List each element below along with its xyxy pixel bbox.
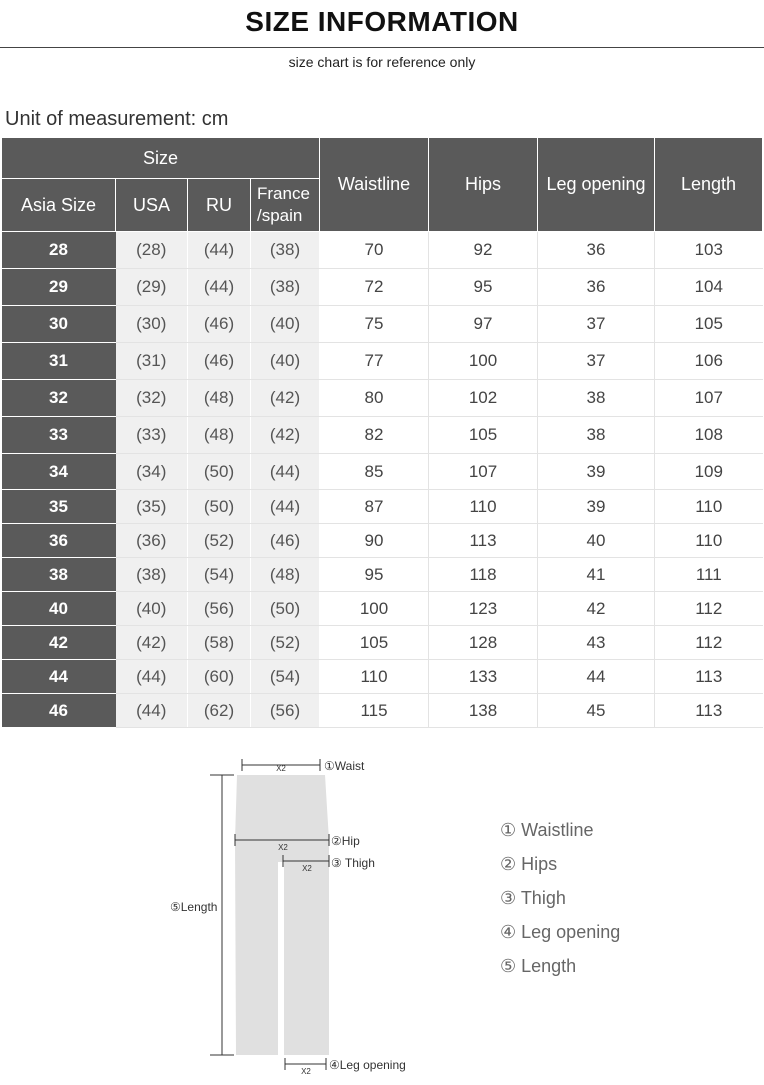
hip-x2-label: X2 xyxy=(278,843,288,852)
usa-cell: (31) xyxy=(116,343,188,380)
hips-cell: 128 xyxy=(429,626,538,660)
hips-header: Hips xyxy=(429,138,538,232)
asia-size-cell: 28 xyxy=(2,232,116,269)
page-title: SIZE INFORMATION xyxy=(245,6,519,37)
legend-length: ⑤ Length xyxy=(500,956,577,976)
france-spain-cell: (38) xyxy=(251,269,320,306)
size-table xyxy=(1,137,763,728)
table-row xyxy=(2,454,763,490)
leg-opening-cell: 38 xyxy=(538,417,655,454)
length-cell: 109 xyxy=(655,454,763,490)
ru-cell: (62) xyxy=(188,694,251,728)
measurement-legend xyxy=(500,818,620,988)
asia-size-cell: 33 xyxy=(2,417,116,454)
hips-cell: 133 xyxy=(429,660,538,694)
table-row xyxy=(2,269,763,306)
length-cell: 110 xyxy=(655,490,763,524)
table-row xyxy=(2,232,763,269)
leg-opening-x2-label: X2 xyxy=(301,1067,311,1076)
asia-size-cell: 35 xyxy=(2,490,116,524)
asia-size-cell: 46 xyxy=(2,694,116,728)
france-spain-cell: (38) xyxy=(251,232,320,269)
ru-cell: (50) xyxy=(188,454,251,490)
france-spain-cell: (42) xyxy=(251,380,320,417)
waistline-cell: 110 xyxy=(320,660,429,694)
waistline-cell: 87 xyxy=(320,490,429,524)
waistline-cell: 100 xyxy=(320,592,429,626)
length-cell: 107 xyxy=(655,380,763,417)
waistline-header: Waistline xyxy=(320,138,429,232)
ru-cell: (48) xyxy=(188,417,251,454)
table-row xyxy=(2,626,763,660)
usa-cell: (40) xyxy=(116,592,188,626)
ru-cell: (50) xyxy=(188,490,251,524)
length-cell: 104 xyxy=(655,269,763,306)
asia-size-cell: 30 xyxy=(2,306,116,343)
usa-cell: (32) xyxy=(116,380,188,417)
leg-opening-cell: 36 xyxy=(538,269,655,306)
hips-cell: 95 xyxy=(429,269,538,306)
leg-opening-cell: 38 xyxy=(538,380,655,417)
ru-cell: (58) xyxy=(188,626,251,660)
hips-cell: 105 xyxy=(429,417,538,454)
ru-cell: (52) xyxy=(188,524,251,558)
table-row xyxy=(2,592,763,626)
france-spain-cell: (44) xyxy=(251,490,320,524)
asia-size-cell: 36 xyxy=(2,524,116,558)
spain-label: /spain xyxy=(257,206,303,225)
pants-silhouette xyxy=(235,775,329,1055)
hips-cell: 107 xyxy=(429,454,538,490)
waistline-cell: 77 xyxy=(320,343,429,380)
ru-cell: (44) xyxy=(188,232,251,269)
table-row xyxy=(2,380,763,417)
waistline-cell: 90 xyxy=(320,524,429,558)
usa-cell: (28) xyxy=(116,232,188,269)
usa-cell: (33) xyxy=(116,417,188,454)
table-row xyxy=(2,524,763,558)
length-header: Length xyxy=(655,138,763,232)
france-spain-header xyxy=(251,179,320,232)
waistline-cell: 95 xyxy=(320,558,429,592)
hips-cell: 118 xyxy=(429,558,538,592)
length-cell: 113 xyxy=(655,694,763,728)
leg-opening-cell: 43 xyxy=(538,626,655,660)
waistline-cell: 70 xyxy=(320,232,429,269)
length-cell: 103 xyxy=(655,232,763,269)
asia-size-cell: 42 xyxy=(2,626,116,660)
ru-cell: (44) xyxy=(188,269,251,306)
france-spain-cell: (56) xyxy=(251,694,320,728)
hips-cell: 123 xyxy=(429,592,538,626)
page-subtitle: size chart is for reference only xyxy=(288,54,476,70)
leg-opening-cell: 39 xyxy=(538,490,655,524)
waistline-cell: 75 xyxy=(320,306,429,343)
legend-leg-opening: ④ Leg opening xyxy=(500,922,621,942)
ru-cell: (46) xyxy=(188,343,251,380)
length-cell: 112 xyxy=(655,592,763,626)
leg-opening-header: Leg opening xyxy=(538,138,655,232)
length-cell: 106 xyxy=(655,343,763,380)
ru-cell: (48) xyxy=(188,380,251,417)
waist-x2-label: X2 xyxy=(276,764,286,773)
leg-opening-cell: 41 xyxy=(538,558,655,592)
waist-label: ①Waist xyxy=(324,759,365,773)
title-divider xyxy=(0,47,764,48)
length-cell: 111 xyxy=(655,558,763,592)
asia-size-cell: 38 xyxy=(2,558,116,592)
table-row xyxy=(2,306,763,343)
asia-size-cell: 40 xyxy=(2,592,116,626)
ru-cell: (46) xyxy=(188,306,251,343)
ru-header: RU xyxy=(188,179,251,232)
length-measure-line xyxy=(210,775,234,1055)
waistline-cell: 72 xyxy=(320,269,429,306)
usa-cell: (44) xyxy=(116,660,188,694)
table-row xyxy=(2,343,763,380)
usa-cell: (34) xyxy=(116,454,188,490)
hips-cell: 97 xyxy=(429,306,538,343)
pants-diagram xyxy=(0,740,764,1085)
usa-cell: (29) xyxy=(116,269,188,306)
ru-cell: (60) xyxy=(188,660,251,694)
table-row xyxy=(2,558,763,592)
leg-opening-cell: 39 xyxy=(538,454,655,490)
hips-cell: 92 xyxy=(429,232,538,269)
leg-opening-label: ④Leg opening xyxy=(329,1058,406,1072)
table-row xyxy=(2,694,763,728)
hips-cell: 100 xyxy=(429,343,538,380)
table-row xyxy=(2,660,763,694)
ru-cell: (54) xyxy=(188,558,251,592)
usa-cell: (36) xyxy=(116,524,188,558)
hips-cell: 138 xyxy=(429,694,538,728)
france-spain-cell: (40) xyxy=(251,306,320,343)
ru-cell: (56) xyxy=(188,592,251,626)
length-cell: 105 xyxy=(655,306,763,343)
thigh-label: ③ Thigh xyxy=(331,856,375,870)
length-cell: 110 xyxy=(655,524,763,558)
legend-hips: ② Hips xyxy=(500,854,558,874)
asia-size-cell: 32 xyxy=(2,380,116,417)
legend-thigh: ③ Thigh xyxy=(500,888,566,908)
france-spain-cell: (42) xyxy=(251,417,320,454)
asia-size-cell: 44 xyxy=(2,660,116,694)
france-label: France xyxy=(257,184,310,203)
hip-label: ②Hip xyxy=(331,834,360,848)
unit-label: Unit of measurement: cm xyxy=(5,108,229,130)
table-row xyxy=(2,417,763,454)
usa-cell: (35) xyxy=(116,490,188,524)
hips-cell: 102 xyxy=(429,380,538,417)
asia-size-cell: 31 xyxy=(2,343,116,380)
france-spain-cell: (44) xyxy=(251,454,320,490)
hips-cell: 110 xyxy=(429,490,538,524)
france-spain-cell: (48) xyxy=(251,558,320,592)
table-row xyxy=(2,490,763,524)
waistline-cell: 82 xyxy=(320,417,429,454)
length-cell: 112 xyxy=(655,626,763,660)
france-spain-cell: (50) xyxy=(251,592,320,626)
asia-size-header: Asia Size xyxy=(2,179,116,232)
leg-opening-cell: 37 xyxy=(538,306,655,343)
legend-waistline: ① Waistline xyxy=(500,820,594,840)
usa-cell: (30) xyxy=(116,306,188,343)
leg-opening-cell: 44 xyxy=(538,660,655,694)
leg-opening-cell: 36 xyxy=(538,232,655,269)
hips-cell: 113 xyxy=(429,524,538,558)
france-spain-cell: (54) xyxy=(251,660,320,694)
size-group-header: Size xyxy=(2,138,320,179)
leg-opening-cell: 45 xyxy=(538,694,655,728)
france-spain-cell: (40) xyxy=(251,343,320,380)
waistline-cell: 85 xyxy=(320,454,429,490)
leg-opening-cell: 40 xyxy=(538,524,655,558)
usa-header: USA xyxy=(116,179,188,232)
size-table-body xyxy=(2,232,763,728)
waistline-cell: 105 xyxy=(320,626,429,660)
france-spain-cell: (46) xyxy=(251,524,320,558)
usa-cell: (44) xyxy=(116,694,188,728)
usa-cell: (42) xyxy=(116,626,188,660)
waistline-cell: 115 xyxy=(320,694,429,728)
france-spain-cell: (52) xyxy=(251,626,320,660)
leg-opening-cell: 37 xyxy=(538,343,655,380)
thigh-x2-label: X2 xyxy=(302,864,312,873)
asia-size-cell: 29 xyxy=(2,269,116,306)
length-label: ⑤Length xyxy=(170,900,218,914)
length-cell: 113 xyxy=(655,660,763,694)
usa-cell: (38) xyxy=(116,558,188,592)
leg-opening-cell: 42 xyxy=(538,592,655,626)
waistline-cell: 80 xyxy=(320,380,429,417)
asia-size-cell: 34 xyxy=(2,454,116,490)
length-cell: 108 xyxy=(655,417,763,454)
